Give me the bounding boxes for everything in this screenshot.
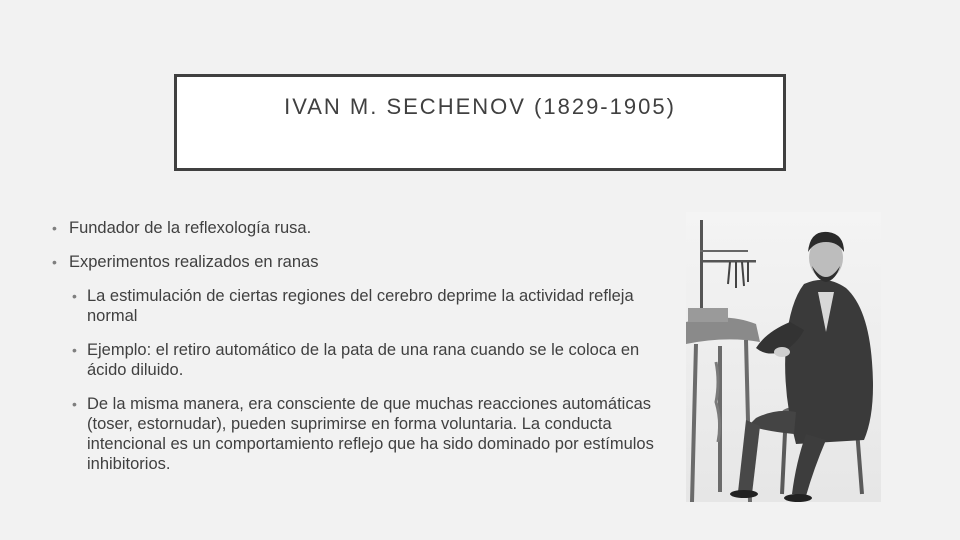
bullet-dot: • xyxy=(52,220,57,236)
bullet-dot: • xyxy=(52,254,57,270)
title-box xyxy=(174,74,786,171)
slide-title: IVAN M. SECHENOV (1829-1905) xyxy=(284,94,676,119)
sub-bullet-text: Ejemplo: el retiro automático de la pata de una rana cuando se le coloca en ácido diluido. xyxy=(87,341,640,379)
bullet-dot: • xyxy=(72,396,77,412)
sub-bullet-item xyxy=(72,340,667,380)
sub-bullet-item xyxy=(72,394,667,474)
bullet-item xyxy=(52,218,672,238)
bullet-item xyxy=(52,252,672,272)
bullet-list xyxy=(52,218,672,488)
bullet-text: Experimentos realizados en ranas xyxy=(69,253,319,271)
bullet-dot: • xyxy=(72,288,77,304)
portrait-photo xyxy=(686,212,881,502)
bullet-text: Fundador de la reflexología rusa. xyxy=(69,219,312,237)
portrait-illustration xyxy=(686,212,881,502)
sub-bullet-item xyxy=(72,286,667,326)
sub-bullet-text: De la misma manera, era consciente de que muchas reacciones automáticas (toser, estornudar), pueden suprimirse en forma voluntaria. La conducta intencional es un comportamiento reflejo que ha sido dominado por estímulos inhibitorios. xyxy=(87,395,654,473)
bullet-dot: • xyxy=(72,342,77,358)
sub-bullet-text: La estimulación de ciertas regiones del cerebro deprime la actividad refleja normal xyxy=(87,287,634,325)
